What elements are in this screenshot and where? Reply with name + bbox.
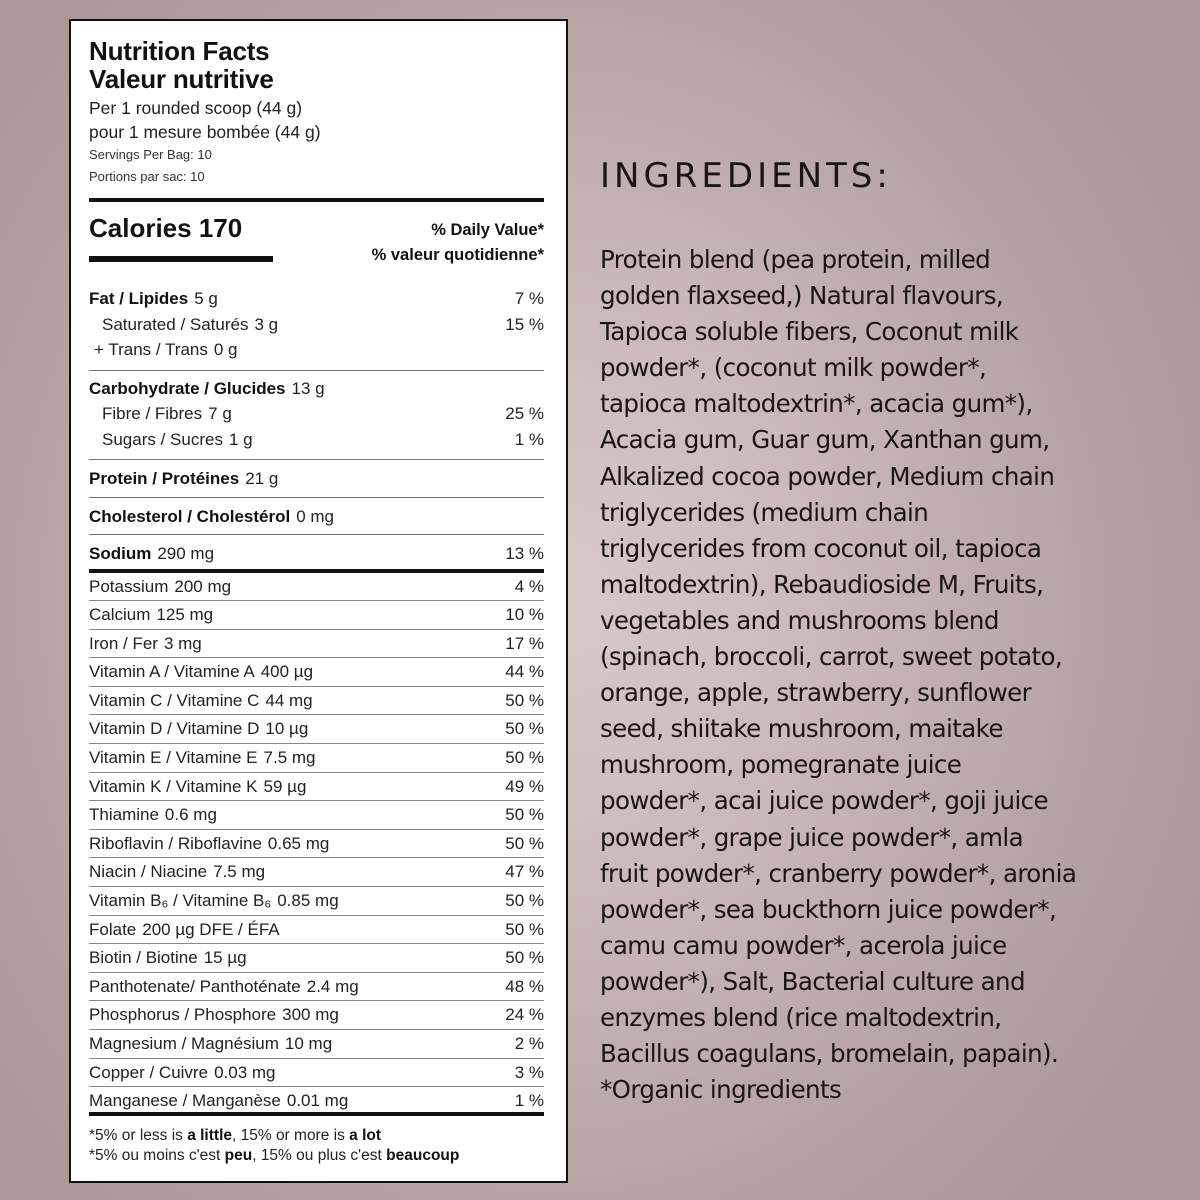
nutrient-name: Thiamine bbox=[89, 805, 159, 825]
nutrient-row bbox=[89, 944, 544, 973]
ingredients-line: Acacia gum, Guar gum, Xanthan gum, bbox=[600, 425, 1050, 455]
nutrient-dv: 44 % bbox=[505, 662, 544, 682]
nutrient-name: Vitamin B₆ / Vitamine B₆ bbox=[89, 891, 272, 911]
nutrient-name: Folate bbox=[89, 919, 137, 939]
nutrient-row bbox=[89, 715, 544, 744]
nutrient-name: Vitamin K / Vitamine K bbox=[89, 776, 258, 796]
nutrient-dv: 50 % bbox=[505, 833, 544, 853]
nutrient-name: + Trans / Trans bbox=[94, 340, 208, 359]
nutrient-row-trans bbox=[89, 337, 544, 363]
ingredients-line: seed, shiitake mushroom, maitake bbox=[600, 714, 1003, 744]
nutrient-row bbox=[89, 744, 544, 773]
nutrient-amount: 2.4 mg bbox=[306, 976, 359, 996]
nutrient-name: Vitamin D / Vitamine D bbox=[89, 719, 260, 739]
nutrient-amount: 0.01 mg bbox=[286, 1091, 349, 1111]
nutrient-row bbox=[89, 1030, 544, 1059]
nutrient-dv: 15 % bbox=[505, 314, 544, 334]
nutrient-name: Potassium bbox=[89, 576, 169, 596]
nutrient-amount: 13 g bbox=[291, 378, 325, 398]
nutrient-amount: 125 mg bbox=[156, 605, 214, 625]
daily-value-header-fr: % valeur quotidienne* bbox=[371, 246, 544, 264]
nutrition-facts-label bbox=[69, 19, 568, 1183]
nutrient-amount: 7 g bbox=[208, 404, 232, 423]
nutrient-amount: 3 g bbox=[254, 314, 279, 334]
nutrient-name: Biotin / Biotine bbox=[89, 948, 198, 968]
nutrient-row bbox=[89, 887, 544, 916]
nutrient-name: Cholesterol / Cholestérol bbox=[89, 506, 291, 526]
servings-per-bag-fr: Portions par sac: 10 bbox=[89, 169, 205, 184]
nutrient-amount: 300 mg bbox=[282, 1005, 339, 1025]
nutrient-amount: 10 µg bbox=[265, 719, 309, 739]
nutrient-name: Carbohydrate / Glucides bbox=[89, 378, 286, 398]
nutrient-row-protein bbox=[89, 460, 544, 498]
serving-size-fr: pour 1 mesure bombée (44 g) bbox=[89, 122, 321, 142]
nutrient-amount: 59 µg bbox=[263, 776, 307, 796]
nutrient-row bbox=[89, 973, 544, 1002]
nutrient-name: Fibre / Fibres bbox=[102, 404, 203, 423]
nutrient-name: Manganese / Manganèse bbox=[89, 1091, 281, 1111]
nutrient-dv: 10 % bbox=[505, 605, 544, 625]
ingredients-text bbox=[600, 242, 1160, 1108]
micronutrient-list bbox=[89, 573, 544, 1116]
nutrient-dv: 1 % bbox=[514, 429, 544, 449]
nutrient-name: Niacin / Niacine bbox=[89, 862, 208, 882]
footnote-bold: beaucoup bbox=[386, 1146, 460, 1164]
nutrient-dv: 50 % bbox=[505, 891, 544, 911]
nutrient-row bbox=[89, 1087, 544, 1116]
ingredients-line: powder*, (coconut milk powder*, bbox=[600, 353, 987, 383]
nutrient-name: Sodium bbox=[89, 544, 152, 563]
ingredients-line: fruit powder*, cranberry powder*, aronia bbox=[600, 858, 1077, 888]
nutrient-dv: 50 % bbox=[505, 919, 544, 939]
nutrient-name: Sugars / Sucres bbox=[102, 429, 223, 449]
ingredients-line: powder*, sea buckthorn juice powder*, bbox=[600, 894, 1057, 924]
nutrient-amount: 44 mg bbox=[265, 690, 313, 710]
nutrient-dv: 25 % bbox=[505, 404, 544, 423]
nutrient-row bbox=[89, 801, 544, 830]
title-en: Nutrition Facts bbox=[89, 36, 270, 66]
ingredients-line: camu camu powder*, acerola juice bbox=[600, 930, 1007, 960]
ingredients-line: (spinach, broccoli, carrot, sweet potato, bbox=[600, 642, 1063, 672]
nutrient-row-carbohydrate bbox=[89, 376, 544, 402]
ingredients-line: powder*, grape juice powder*, amla bbox=[600, 822, 1024, 852]
nutrient-dv: 48 % bbox=[505, 976, 544, 996]
nutrient-dv: 50 % bbox=[505, 805, 544, 825]
title-fr: Valeur nutritive bbox=[89, 64, 274, 94]
footnote-bold: peu bbox=[224, 1146, 253, 1164]
footnote-text: , 15% ou plus c'est bbox=[252, 1146, 387, 1164]
nutrient-name: Phosphorus / Phosphore bbox=[89, 1005, 277, 1025]
serving-size-en: Per 1 rounded scoop (44 g) bbox=[89, 98, 303, 118]
nutrient-amount: 0.65 mg bbox=[267, 833, 330, 853]
nutrient-amount: 0.85 mg bbox=[277, 891, 339, 911]
nutrient-dv: 2 % bbox=[514, 1034, 544, 1053]
nutrient-dv: 4 % bbox=[514, 576, 544, 596]
nutrient-amount: 400 µg bbox=[260, 662, 314, 682]
ingredients-line: orange, apple, strawberry, sunflower bbox=[600, 678, 1032, 708]
nutrient-amount: 3 mg bbox=[163, 633, 202, 653]
nutrient-amount: 290 mg bbox=[157, 544, 215, 563]
ingredients-line: Protein blend (pea protein, milled bbox=[600, 245, 991, 274]
calories-underline bbox=[89, 256, 273, 262]
nutrient-row bbox=[89, 630, 544, 659]
footnote-bold: a little bbox=[187, 1126, 232, 1144]
servings-per-bag-en: Servings Per Bag: 10 bbox=[89, 147, 212, 162]
footnote-text: *5% ou moins c'est bbox=[89, 1146, 225, 1164]
nutrient-row bbox=[89, 916, 544, 945]
ingredients-line: Tapioca soluble fibers, Coconut milk bbox=[600, 317, 1019, 347]
nutrient-dv: 1 % bbox=[514, 1091, 544, 1111]
nutrient-dv: 50 % bbox=[505, 748, 544, 768]
nutrient-name: Vitamin A / Vitamine A bbox=[89, 662, 255, 682]
ingredients-line: tapioca maltodextrin*, acacia gum*), bbox=[600, 389, 1033, 419]
nutrient-amount: 10 mg bbox=[284, 1034, 333, 1053]
nutrient-name: Copper / Cuivre bbox=[89, 1062, 209, 1082]
nutrient-row-sodium bbox=[89, 535, 544, 573]
carbohydrate-group bbox=[89, 371, 544, 461]
nutrient-dv: 3 % bbox=[514, 1062, 544, 1082]
footnote-text: , 15% or more is bbox=[232, 1126, 350, 1144]
footnote-en bbox=[89, 1126, 544, 1146]
nutrient-name: Fat / Lipides bbox=[89, 289, 189, 308]
nutrient-name: Vitamin E / Vitamine E bbox=[89, 748, 258, 768]
ingredients-line: Alkalized cocoa powder, Medium chain bbox=[600, 461, 1055, 491]
ingredients-line: vegetables and mushrooms blend bbox=[600, 605, 999, 635]
footnote-text: *5% or less is bbox=[89, 1126, 188, 1144]
nutrient-dv: 50 % bbox=[505, 948, 544, 968]
ingredients-line: enzymes blend (rice maltodextrin, bbox=[600, 1002, 1002, 1032]
footnote bbox=[89, 1126, 544, 1166]
ingredients-panel bbox=[600, 148, 1160, 1108]
nutrient-dv: 7 % bbox=[514, 289, 544, 308]
nutrient-name: Vitamin C / Vitamine C bbox=[89, 690, 260, 710]
nutrient-name: Riboflavin / Riboflavine bbox=[89, 833, 262, 853]
nutrient-name: Protein / Protéines bbox=[89, 469, 240, 488]
calories-block bbox=[89, 202, 544, 296]
nutrient-amount: 5 g bbox=[194, 289, 218, 308]
nutrient-row-cholesterol bbox=[89, 498, 544, 536]
nutrient-dv: 50 % bbox=[505, 690, 544, 710]
ingredients-line: maltodextrin), Rebaudioside M, Fruits, bbox=[600, 569, 1044, 599]
nutrient-amount: 200 mg bbox=[174, 576, 232, 596]
nutrient-row bbox=[89, 658, 544, 687]
nutrient-amount: 0 mg bbox=[296, 506, 334, 526]
nutrient-amount: 200 µg DFE / ÉFA bbox=[142, 919, 280, 939]
ingredients-line: powder*, acai juice powder*, goji juice bbox=[600, 786, 1048, 816]
nutrient-name: Magnesium / Magnésium bbox=[89, 1034, 279, 1053]
calories: Calories 170 bbox=[89, 213, 243, 243]
nutrient-name: Panthotenate/ Panthoténate bbox=[89, 976, 301, 996]
nutrient-amount: 0 g bbox=[213, 340, 238, 359]
ingredients-heading: INGREDIENTS: bbox=[600, 156, 892, 196]
nutrient-amount: 7.5 mg bbox=[263, 748, 316, 768]
nutrient-dv: 49 % bbox=[505, 776, 544, 796]
nutrient-amount: 21 g bbox=[245, 469, 279, 488]
nutrient-row-sugars bbox=[89, 427, 544, 453]
nutrient-amount: 0.6 mg bbox=[164, 805, 217, 825]
nutrient-row bbox=[89, 601, 544, 630]
nutrient-row-fat bbox=[89, 286, 544, 312]
nutrient-dv: 50 % bbox=[505, 719, 544, 739]
nutrient-row bbox=[89, 1059, 544, 1088]
nutrient-row bbox=[89, 573, 544, 602]
nutrient-name: Saturated / Saturés bbox=[102, 314, 249, 334]
nutrient-amount: 1 g bbox=[228, 429, 253, 449]
ingredients-line: *Organic ingredients bbox=[600, 1075, 842, 1105]
ingredients-line: Bacillus coagulans, bromelain, papain). bbox=[600, 1039, 1059, 1069]
nutrient-row bbox=[89, 687, 544, 716]
footnote-bold: a lot bbox=[349, 1126, 382, 1144]
nutrient-row bbox=[89, 1001, 544, 1030]
nutrient-amount: 0.03 mg bbox=[214, 1062, 276, 1082]
nutrient-row bbox=[89, 858, 544, 887]
nutrient-name: Iron / Fer bbox=[89, 633, 158, 653]
ingredients-line: triglycerides (medium chain bbox=[600, 497, 929, 527]
nutrient-name: Calcium bbox=[89, 605, 151, 625]
nutrient-dv: 47 % bbox=[505, 862, 544, 882]
ingredients-line: golden flaxseed,) Natural flavours, bbox=[600, 281, 1004, 311]
ingredients-line: triglycerides from coconut oil, tapioca bbox=[600, 533, 1042, 563]
nutrient-dv: 24 % bbox=[505, 1005, 544, 1025]
footnote-fr bbox=[89, 1146, 544, 1166]
nutrient-dv: 17 % bbox=[505, 633, 544, 653]
nutrient-amount: 7.5 mg bbox=[213, 862, 266, 882]
nutrient-row bbox=[89, 773, 544, 802]
fat-group bbox=[89, 286, 544, 371]
nutrient-row-fibre bbox=[89, 401, 544, 427]
ingredients-line: mushroom, pomegranate juice bbox=[600, 750, 962, 780]
nutrient-amount: 15 µg bbox=[203, 948, 247, 968]
daily-value-header-en: % Daily Value* bbox=[431, 221, 544, 239]
nutrient-dv: 13 % bbox=[505, 544, 544, 563]
nutrient-row-saturated bbox=[89, 312, 544, 338]
ingredients-line: powder*), Salt, Bacterial culture and bbox=[600, 966, 1025, 996]
nutrient-row bbox=[89, 830, 544, 859]
